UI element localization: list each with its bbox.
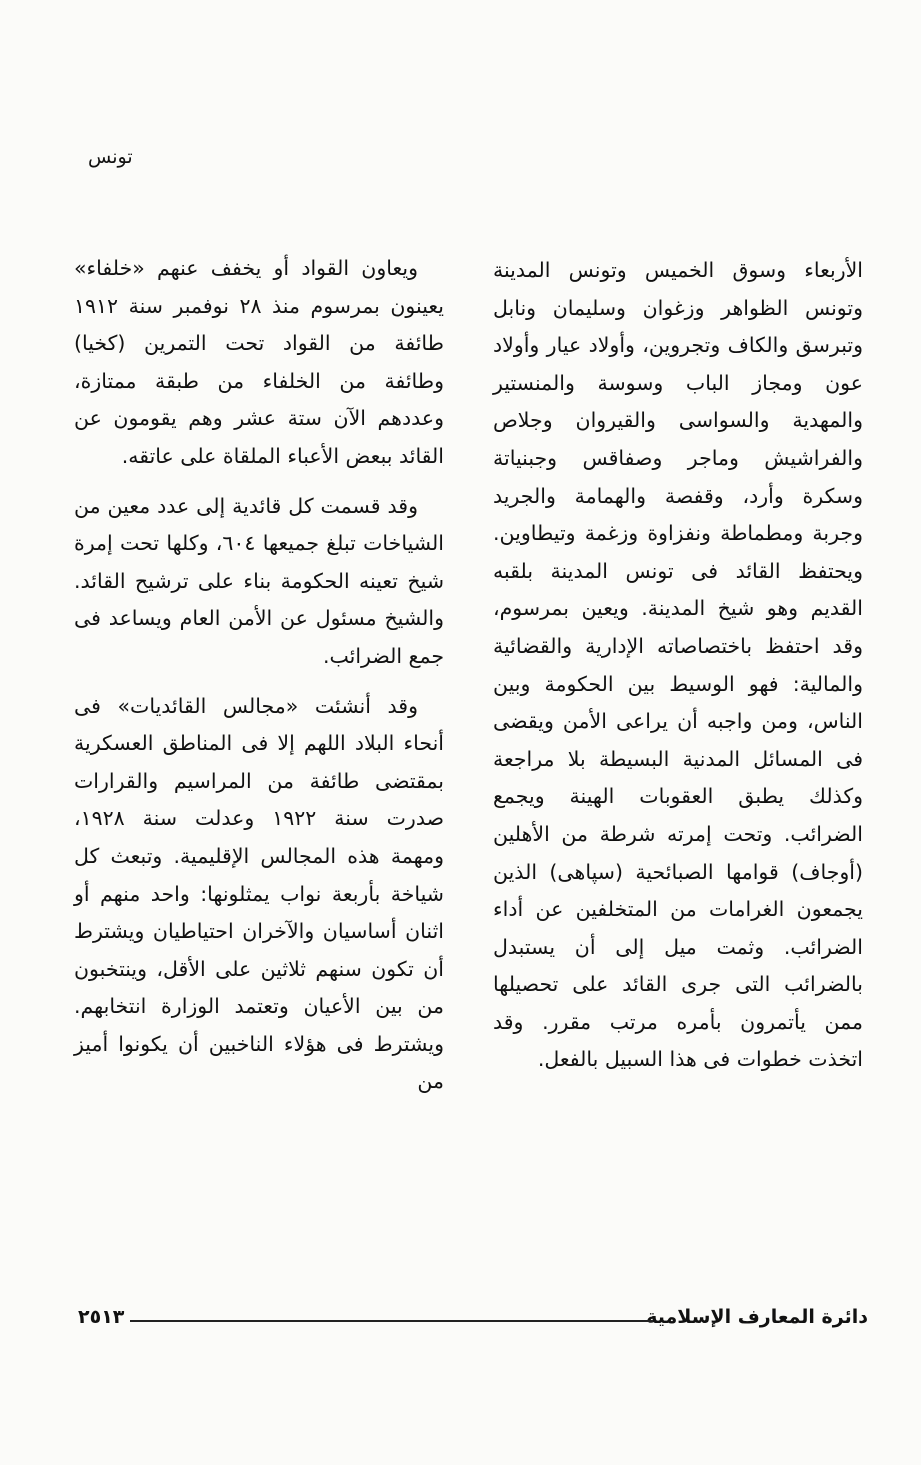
right-column <box>493 252 863 1091</box>
page-number: ٢٥١٣ <box>78 1306 125 1328</box>
publication-title: دائرة المعارف الإسلامية <box>646 1306 868 1328</box>
left-paragraph-3: وقد أنشئت «مجالس القائديات» فى أنحاء البلاد اللهم إلا فى المناطق العسكرية بمقتضى طائفة من المراسيم والقرارات صدرت سنة ١٩٢٢ وعدلت سنة ١٩٢٨، ومهمة هذه المجالس الإقليمية. وتبعث كل شياخة بأربعة نواب يمثلونها: واحد منهم أو اثنان أساسيان والآخران احتياطيان ويشترط أن تكون سنهم ثلاثين على الأقل، وينتخبون من بين الأعيان وتعتمد الوزارة انتخابهم. ويشترط فى هؤلاء الناخبين أن يكونوا أميز من <box>74 693 444 1094</box>
left-column <box>74 250 444 1113</box>
left-paragraph-1: ويعاون القواد أو يخفف عنهم «خلفاء» يعينون بمرسوم منذ ٢٨ نوفمبر سنة ١٩١٢ طائفة من القواد تحت التمرين (كخيا) وطائفة من الخلفاء من طبقة ممتازة، وعددهم الآن ستة عشر وهم يقومون عن القائد ببعض الأعباء الملقاة على عاتقه. <box>74 256 444 468</box>
footer-divider <box>130 1320 653 1322</box>
left-paragraph-2: وقد قسمت كل قائدية إلى عدد معين من الشياخات تبلغ جميعها ٦٠٤، وكلها تحت إمرة شيخ تعينه الحكومة بناء على ترشيح القائد. والشيخ مسئول عن الأمن العام ويساعد فى جمع الضرائب. <box>74 493 444 668</box>
page-footer <box>78 1306 868 1336</box>
running-header: تونس <box>88 146 133 168</box>
right-paragraph-1: الأربعاء وسوق الخميس وتونس المدينة وتونس الظواهر وزغوان وسليمان ونابل وتبرسق والكاف وتجروين، وأولاد عيار وأولاد عون ومجاز الباب وسوسة والمنستير والمهدية والسواسى والقيروان وجلاص والفراشيش وماجر وصفاقس وجبنياتة وسكرة وأرد، وقفصة والهمامة والجريد وجربة ومطماطة ونفزاوة وزغمة وتيطاوين. ويحتفظ القائد فى تونس المدينة بلقبه القديم وهو شيخ المدينة. ويعين بمرسوم، وقد احتفظ باختصاصاته الإدارية والقضائية والمالية: فهو الوسيط بين الحكومة وبين الناس، ومن واجبه أن يراعى الأمن ويقضى فى المسائل المدنية البسيطة بلا مراجعة وكذلك يطبق العقوبات الهينة ويجمع الضرائب. وتحت إمرته شرطة من الأهلين (أوجاف) قوامها الصبائحية (سپاهى) الذين يجمعون الغرامات من المتخلفين عن أداء الضرائب. وثمت ميل إلى أن يستبدل بالضرائب التى جرى القائد على تحصيلها ممن يأتمرون بأمره مرتب مقرر. وقد اتخذت خطوات فى هذا السبيل بالفعل. <box>493 258 863 1072</box>
